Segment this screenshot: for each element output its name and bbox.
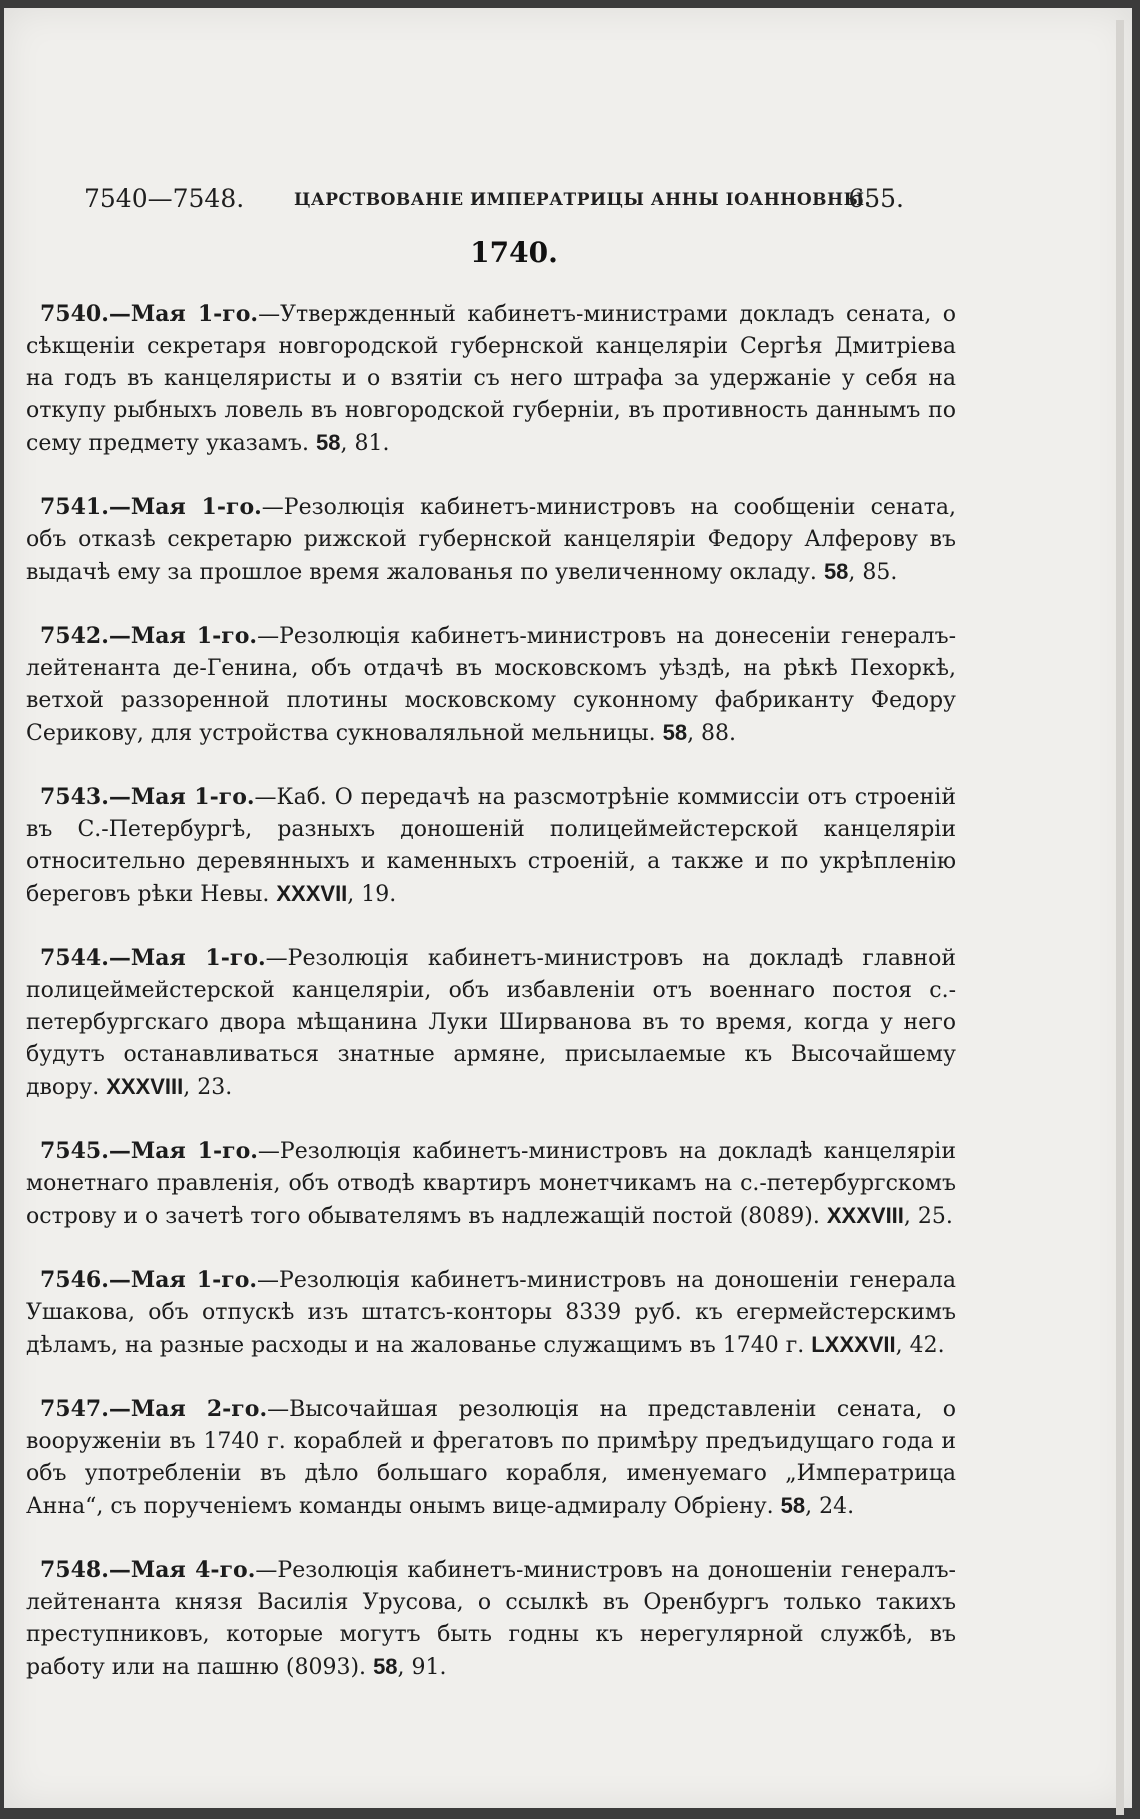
source-page: , 91. — [397, 1655, 447, 1680]
entry — [26, 298, 956, 460]
source-page: , 24. — [805, 1494, 855, 1519]
entry-text: —Утвержденный кабинетъ-министрами докладъ сената, о сѣкщеніи секретаря новгородской губернской канцеляріи Сергѣя Дмитріева на годъ въ канцеляристы и о взятіи съ него штрафа за удержаніе у себя на откупу рыбныхъ ловель въ новгородской губерніи, въ противность даннымъ по сему предмету указамъ. — [26, 302, 956, 456]
source-page: , 85. — [848, 560, 898, 585]
source-page: , 42. — [895, 1333, 945, 1358]
source-page: , 23. — [183, 1075, 233, 1100]
page-number: 655. — [848, 184, 904, 213]
source-volume: 58 — [780, 1493, 806, 1518]
entry-range: 7540—7548. — [84, 184, 245, 213]
entry-text: —Резолюція кабинетъ-министровъ на доношеніи генерала Ушакова, объ отпускѣ изъ штатсъ-конторы 8339 руб. къ егермейстерскимъ дѣламъ, на разные расходы и на жалованье служащимъ въ 1740 г. — [26, 1268, 956, 1358]
entry — [26, 1554, 956, 1684]
source-page: , 81. — [340, 431, 390, 456]
entry-text: —Высочайшая резолюція на представленіи сената, о вооруженіи въ 1740 г. кораблей и фрегатовъ по примѣру предъидущаго года и объ употребленіи въ дѣло большаго корабля, именуемаго „Императрица Анна“, съ порученіемъ команды онымъ вице-адмиралу Обріену. — [26, 1397, 956, 1519]
source-volume: 58 — [662, 720, 688, 745]
page-edge — [1116, 20, 1124, 1815]
entry-text: —Резолюція кабинетъ-министровъ на доношеніи генералъ-лейтенанта князя Василія Урусова, о ссылкѣ въ Оренбургъ только такихъ преступниковъ, которые могутъ быть годны къ нерегулярной службѣ, въ работу или на пашню (8093). — [26, 1558, 956, 1680]
running-header — [84, 184, 904, 224]
source-volume: XXXVIII — [106, 1074, 184, 1099]
entry-text: —Резолюція кабинетъ-министровъ на донесеніи генералъ-лейтенанта де-Генина, объ отдачѣ въ московскомъ уѣздѣ, на рѣкѣ Пехоркѣ, ветхой раззоренной плотины московскому суконному фабриканту Федору Серикову, для устройства сукноваляльной мельницы. — [26, 624, 956, 746]
entry-text: —Резолюція кабинетъ-министровъ на сообщеніи сената, объ отказѣ секретарю рижской губернской канцеляріи Федору Алферову въ выдачѣ ему за прошлое время жалованья по увеличенному окладу. — [26, 495, 956, 585]
entry — [26, 781, 956, 911]
entries-list — [26, 298, 956, 1715]
entry-date: —Мая 4-го. — [108, 1557, 256, 1583]
entry — [26, 942, 956, 1104]
entry-date: —Мая 1-го. — [108, 1267, 258, 1293]
source-page: , 19. — [347, 882, 397, 907]
entry-number: 7541. — [40, 494, 109, 520]
entry-text: —Резолюція кабинетъ-министровъ на докладѣ канцеляріи монетнаго правленія, объ отводѣ квартиръ монетчикамъ на с.-петербургскомъ острову и о зачетѣ того обывателямъ въ надлежащій постой (8089). — [26, 1139, 956, 1229]
book-page — [4, 8, 1132, 1808]
entry-date: —Мая 1-го. — [108, 623, 258, 649]
entry-number: 7544. — [40, 945, 109, 971]
source-volume: XXXVII — [276, 881, 348, 906]
source-page: , 25. — [903, 1204, 953, 1229]
entry-number: 7545. — [40, 1138, 109, 1164]
entry-number: 7540. — [40, 301, 109, 327]
entry-date: —Мая 1-го. — [108, 784, 255, 810]
entry-number: 7548. — [40, 1557, 109, 1583]
entry — [26, 491, 956, 589]
source-volume: 58 — [315, 430, 341, 455]
source-volume: LXXXVII — [811, 1332, 896, 1357]
entry-date: —Мая 1-го. — [108, 1138, 258, 1164]
entry — [26, 1393, 956, 1523]
entry-date: —Мая 1-го. — [108, 301, 259, 327]
year-heading: 1740. — [470, 236, 558, 269]
entry-text: —Резолюція кабинетъ-министровъ на докладѣ главной полицеймейстерской канцеляріи, объ избавленіи отъ военнаго постоя с.-петербургскаго двора мѣщанина Луки Ширванова въ то время, когда у него будутъ останавливаться знатные армяне, присылаемые къ Высочайшему двору. — [26, 946, 956, 1100]
entry-number: 7543. — [40, 784, 109, 810]
entry — [26, 620, 956, 750]
entry-number: 7546. — [40, 1267, 109, 1293]
running-title: ЦАРСТВОВАНІЕ ИМПЕРАТРИЦЫ АННЫ ІОАННОВНЫ. — [294, 190, 871, 210]
source-volume: 58 — [373, 1654, 398, 1679]
source-volume: 58 — [823, 559, 849, 584]
entry-date: —Мая 1-го. — [108, 494, 262, 520]
source-page: , 88. — [687, 721, 737, 746]
entry-date: —Мая 1-го. — [108, 945, 266, 971]
entry-number: 7542. — [40, 623, 109, 649]
entry-number: 7547. — [40, 1396, 109, 1422]
source-volume: XXXVIII — [826, 1203, 904, 1228]
entry-text: —Каб. О передачѣ на разсмотрѣніе коммиссіи отъ строеній въ С.-Петербургѣ, разныхъ доношеній полицеймейстерской канцеляріи относительно деревянныхъ и каменныхъ строеній, а также и по укрѣпленію береговъ рѣки Невы. — [26, 785, 956, 907]
entry-date: —Мая 2-го. — [108, 1396, 268, 1422]
entry — [26, 1264, 956, 1362]
entry — [26, 1135, 956, 1233]
